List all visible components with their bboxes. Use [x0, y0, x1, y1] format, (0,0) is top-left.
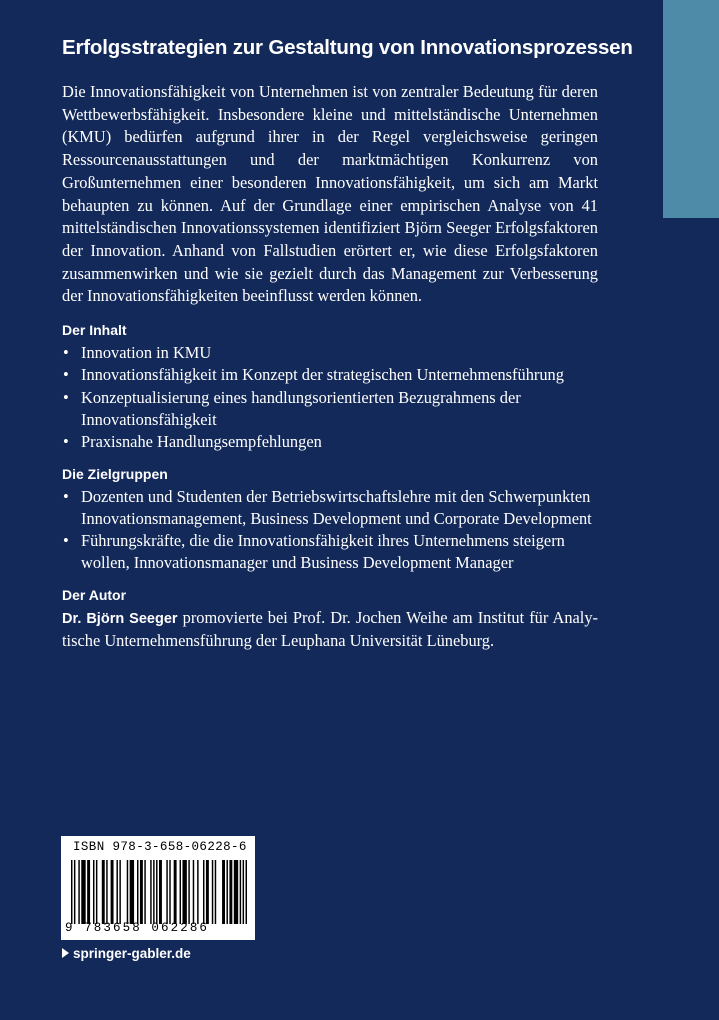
- barcode-bar: [156, 860, 157, 924]
- barcode-bar: [78, 860, 79, 924]
- barcode-bar: [243, 860, 244, 924]
- barcode-bar: [102, 860, 105, 924]
- accent-tab: [663, 0, 719, 218]
- barcode-bar: [153, 860, 154, 924]
- barcode-bar: [71, 860, 72, 924]
- barcode-bar: [130, 860, 134, 924]
- barcode-bar: [234, 860, 238, 924]
- barcode-bars: [71, 860, 247, 924]
- barcode-bar: [215, 860, 216, 924]
- barcode-bar: [188, 860, 189, 924]
- barcode-bar: [144, 860, 145, 924]
- barcode-bar: [180, 860, 181, 924]
- barcode-bar: [174, 860, 177, 924]
- list-item: • Praxisnahe Handlungsempfehlungen: [62, 431, 598, 453]
- bullet-icon: •: [63, 343, 69, 363]
- barcode-bar: [182, 860, 186, 924]
- barcode-bar: [74, 860, 75, 924]
- barcode-bar: [106, 860, 107, 924]
- barcode-bar: [203, 860, 204, 924]
- heading-zielgruppen: Die Zielgruppen: [62, 465, 168, 482]
- bullet-icon: •: [63, 387, 69, 407]
- barcode-bar: [140, 860, 143, 924]
- inhalt-list: [62, 342, 598, 453]
- zielgruppen-list: [62, 486, 598, 575]
- arrow-right-icon: [62, 948, 69, 958]
- barcode-bar: [226, 860, 227, 924]
- bullet-icon: •: [63, 531, 69, 551]
- author-name: Dr. Björn Seeger: [62, 610, 178, 627]
- publisher-link[interactable]: [62, 946, 191, 961]
- barcode-bar: [240, 860, 241, 924]
- isbn-barcode: [61, 836, 255, 940]
- barcode-bar: [96, 860, 97, 924]
- barcode-bar: [246, 860, 247, 924]
- list-item: • Innovationsfähigkeit im Konzept der strategischen Unternehmensführung: [62, 364, 598, 386]
- barcode-bar: [222, 860, 225, 924]
- heading-autor: Der Autor: [62, 586, 127, 603]
- barcode-bar: [169, 860, 170, 924]
- bullet-icon: •: [63, 486, 69, 506]
- barcode-bar: [111, 860, 114, 924]
- list-item: • Führungskräfte, die die Innovationsfähigkeit ihres Unternehmens steigern wollen, Innovationsmanager und Business Development Manager: [63, 531, 565, 573]
- barcode-bar: [119, 860, 120, 924]
- barcode-digits: 9 783658 062286: [65, 921, 210, 935]
- barcode-bar: [127, 860, 128, 924]
- intro-paragraph: Die Innovationsfähigkeit von Unternehmen ist von zentraler Bedeutung für deren Wettbewerbsfähigkeit. Insbesondere kleine und mittelständische Unternehmen (KMU) bedürfen aufgrund ihrer in der Regel vergleichsweise geringen Ressourcenausstattungen und der marktmächtigen Konkurrenz von Großunternehmen einer besonderen Innovationsfähigkeit, um sich am Markt behaupten zu können. Auf der Grundlage einer empirischen Analyse von 41 mittelständischen Innovationssystemen identifiziert Björn Seeger Erfolgsfaktoren der Innovation. Anhand von Fallstudien erörtert er, wie diese Erfolgsfaktoren zusammenwirken und wie sie gezielt durch das Management zur Verbesserung der Innovationsfähigkeiten beeinflusst werden können.: [62, 82, 598, 306]
- list-item: • Konzeptualisierung eines handlungsorientierten Bezugrahmens der Innovationsfähigkeit: [63, 387, 521, 429]
- barcode-bar: [137, 860, 138, 924]
- barcode-bar: [212, 860, 213, 924]
- barcode-bar: [229, 860, 232, 924]
- barcode-bar: [93, 860, 94, 924]
- isbn-label: ISBN 978-3-658-06228-6: [73, 840, 247, 854]
- book-title: Erfolgsstrategien zur Gestaltung von Innovationsprozessen: [62, 36, 633, 59]
- author-text: promovierte bei Prof. Dr. Jochen Weihe am Institut für Analytische Unternehmensführung der Leuphana Universität Lüneburg.: [62, 607, 599, 651]
- list-item: • Dozenten und Studenten der Betriebswirtschaftslehre mit den Schwerpunkten Innovationsmanagement, Business Development und Corporate Development: [63, 486, 592, 528]
- barcode-bar: [116, 860, 117, 924]
- barcode-bar: [193, 860, 194, 924]
- barcode-bar: [206, 860, 209, 924]
- barcode-bar: [87, 860, 90, 924]
- barcode-bar: [166, 860, 167, 924]
- back-cover-content: [62, 34, 633, 653]
- barcode-bar: [197, 860, 198, 924]
- barcode-bar: [81, 860, 85, 924]
- heading-inhalt: Der Inhalt: [62, 322, 127, 339]
- barcode-bar: [159, 860, 162, 924]
- author-bio: [62, 607, 598, 653]
- barcode-bar: [150, 860, 151, 924]
- list-item: • Innovation in KMU: [62, 342, 598, 364]
- bullet-icon: •: [63, 432, 69, 452]
- bullet-icon: •: [63, 365, 69, 385]
- publisher-url: springer-gabler.de: [73, 946, 191, 961]
